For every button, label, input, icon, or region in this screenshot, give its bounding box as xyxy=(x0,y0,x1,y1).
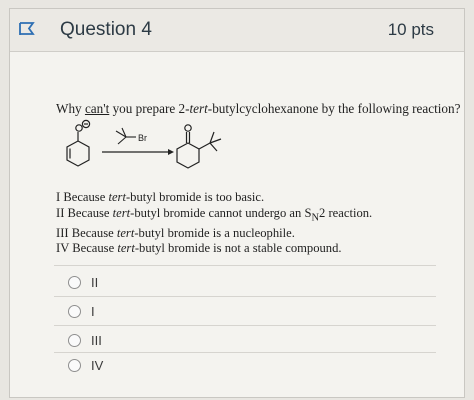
product-structure xyxy=(177,125,221,168)
enolate-structure xyxy=(67,120,90,166)
tert-butyl-bromide-structure xyxy=(116,128,136,144)
reagent-label: Br xyxy=(138,133,147,143)
statement-2: II Because tert-butyl bromide cannot undergo an $S_N2$ reaction. xyxy=(56,205,373,224)
question-title: Question 4 xyxy=(60,19,152,40)
reaction-scheme xyxy=(58,115,258,177)
answer-statements xyxy=(56,190,372,257)
answer-option-iv[interactable] xyxy=(68,355,103,375)
divider xyxy=(54,265,436,266)
answer-option-i[interactable] xyxy=(68,301,95,321)
answer-option-label: III xyxy=(91,332,102,348)
radio-button[interactable] xyxy=(68,359,81,372)
divider xyxy=(54,296,436,297)
divider xyxy=(54,352,436,353)
question-prompt: Why can't you prepare 2-tert-butylcyclohexanone by the following reaction? xyxy=(56,101,461,116)
statement-3: III Because tert-butyl bromide is a nucleophile. xyxy=(56,225,295,240)
divider xyxy=(54,325,436,326)
radio-button[interactable] xyxy=(68,334,81,347)
statement-1: I Because tert-butyl bromide is too basic. xyxy=(56,190,265,204)
radio-button[interactable] xyxy=(68,276,81,289)
flag-question-icon[interactable] xyxy=(18,21,36,37)
statement-4: IV Because tert-butyl bromide is not a stable compound. xyxy=(56,241,342,256)
answer-option-iii[interactable] xyxy=(68,330,102,350)
question-header xyxy=(10,9,464,52)
answer-option-label: II xyxy=(91,274,99,290)
radio-button[interactable] xyxy=(68,305,81,318)
answer-option-label: I xyxy=(91,303,95,319)
answer-option-ii[interactable] xyxy=(68,272,98,292)
answer-option-label: IV xyxy=(91,357,104,373)
question-points: 10 pts xyxy=(387,20,434,39)
question-card xyxy=(9,8,465,398)
